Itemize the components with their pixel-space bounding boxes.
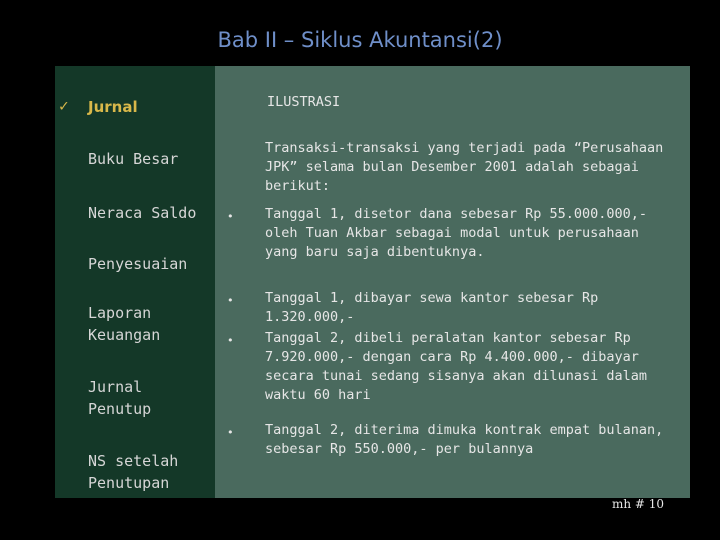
slide-number: mh # 10 bbox=[612, 497, 665, 511]
sidebar-item-buku-besar[interactable]: Buku Besar bbox=[88, 150, 179, 168]
list-item: Tanggal 1, disetor dana sebesar Rp 55.000.000,- oleh Tuan Akbar sebagai modal untuk perusahaan yang baru saja dibentuknya. bbox=[265, 206, 648, 260]
list-item: Tanggal 1, dibayar sewa kantor sebesar Rp 1.320.000,- bbox=[265, 290, 599, 325]
sidebar-item-jurnal[interactable]: Jurnal bbox=[88, 98, 138, 116]
bullet-icon: • bbox=[227, 210, 234, 223]
sidebar bbox=[55, 66, 215, 498]
slide-title: Bab II – Siklus Akuntansi(2) bbox=[217, 28, 503, 52]
bullet-icon: • bbox=[227, 334, 234, 347]
main-panel bbox=[215, 66, 690, 498]
sidebar-item-penyesuaian[interactable]: Penyesuaian bbox=[88, 255, 188, 273]
bullet-icon: • bbox=[227, 426, 234, 439]
bullet-icon: • bbox=[227, 294, 234, 307]
list-item: Tanggal 2, diterima dimuka kontrak empat bulanan, sebesar Rp 550.000,- per bulannya bbox=[265, 422, 664, 457]
sidebar-item-neraca-saldo[interactable]: Neraca Saldo bbox=[88, 204, 197, 222]
intro-text: Transaksi-transaksi yang terjadi pada “Perusahaan JPK” selama bulan Desember 2001 adalah sebagai berikut: bbox=[265, 140, 664, 194]
list-item: Tanggal 2, dibeli peralatan kantor sebesar Rp 7.920.000,- dengan cara Rp 4.400.000,- dibayar secara tunai sedang sisanya akan dilunasi dalam waktu 60 hari bbox=[265, 330, 648, 403]
sidebar-item-jurnal-penutup[interactable]: Jurnal Penutup bbox=[88, 378, 152, 418]
sidebar-item-ns-setelah-penutupan[interactable]: NS setelah Penutupan bbox=[88, 452, 179, 492]
sidebar-item-laporan-keuangan[interactable]: Laporan Keuangan bbox=[88, 304, 161, 344]
illustration-heading: ILUSTRASI bbox=[267, 94, 341, 110]
check-icon: ✓ bbox=[59, 96, 69, 115]
